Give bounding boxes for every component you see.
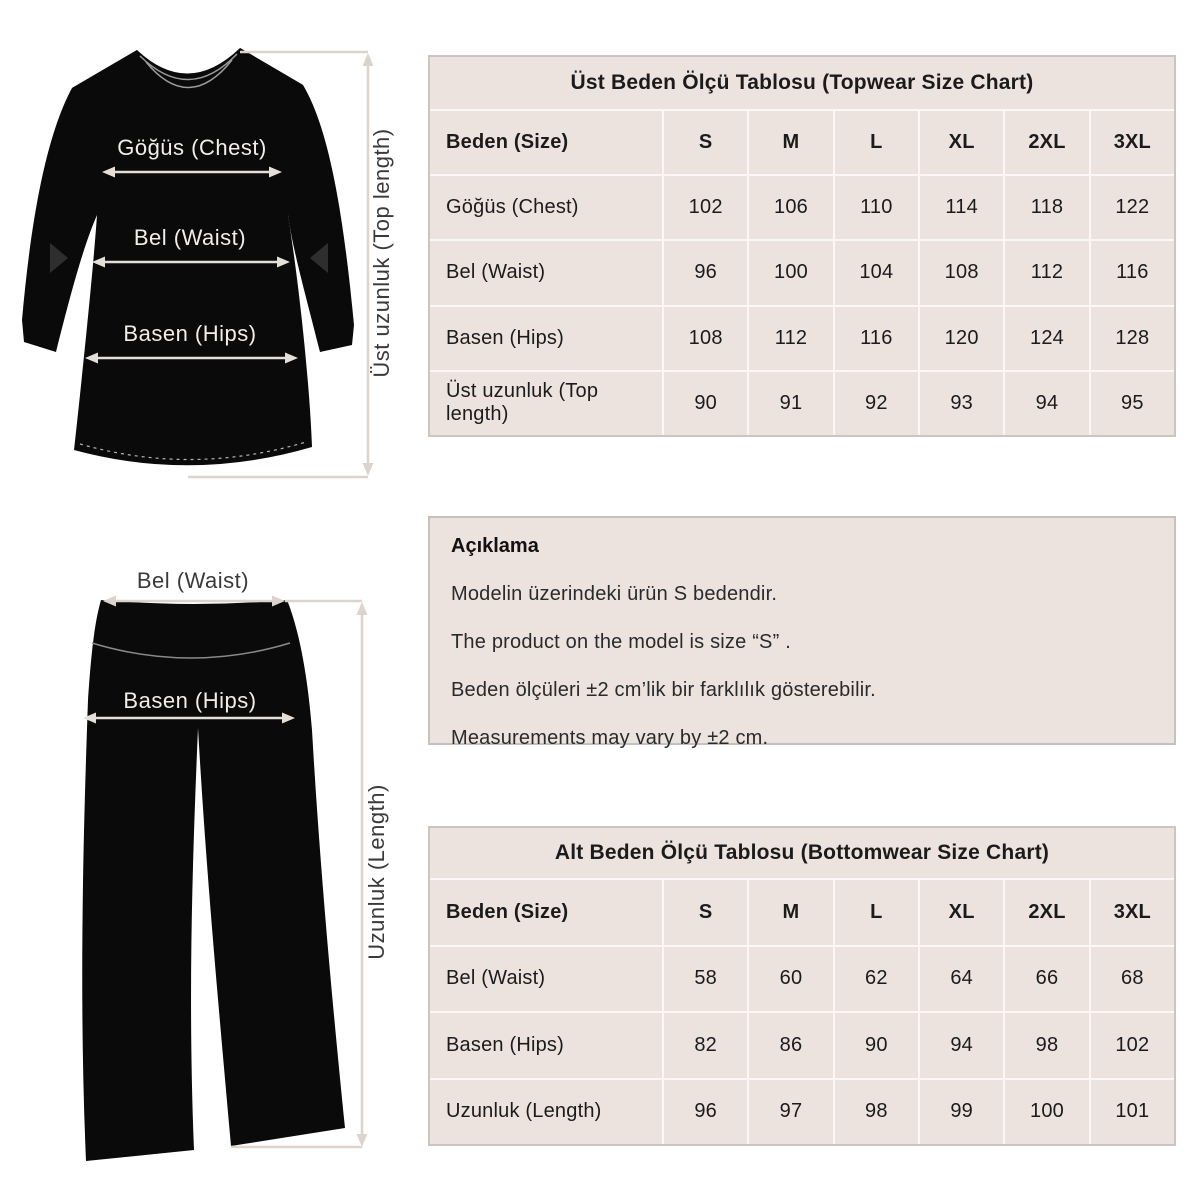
notes-heading: Açıklama xyxy=(451,535,539,557)
value-cell: 92 xyxy=(835,372,918,435)
note-line: Modelin üzerindeki ürün S bedendir. xyxy=(451,583,778,605)
hips-label: Basen (Hips) xyxy=(123,321,257,346)
header-cell: S xyxy=(664,880,747,945)
row-label: Üst uzunluk (Top length) xyxy=(430,372,662,435)
value-cell: 110 xyxy=(835,176,918,239)
value-cell: 98 xyxy=(835,1080,918,1145)
value-cell: 98 xyxy=(1005,1013,1088,1078)
header-cell: S xyxy=(664,111,747,174)
value-cell: 112 xyxy=(749,307,832,370)
value-cell: 100 xyxy=(1005,1080,1088,1145)
value-cell: 104 xyxy=(835,241,918,304)
value-cell: 120 xyxy=(920,307,1003,370)
row-label: Bel (Waist) xyxy=(430,241,662,304)
value-cell: 116 xyxy=(835,307,918,370)
value-cell: 94 xyxy=(920,1013,1003,1078)
header-cell: M xyxy=(749,111,832,174)
waist-label: Bel (Waist) xyxy=(136,568,250,593)
header-cell: 3XL xyxy=(1091,111,1174,174)
value-cell: 118 xyxy=(1005,176,1088,239)
header-cell: M xyxy=(749,880,832,945)
hips-label: Basen (Hips) xyxy=(123,688,257,713)
value-cell: 106 xyxy=(749,176,832,239)
value-cell: 122 xyxy=(1091,176,1174,239)
value-cell: 99 xyxy=(920,1080,1003,1145)
table-title: Üst Beden Ölçü Tablosu (Topwear Size Chart) xyxy=(430,57,1174,109)
header-cell: XL xyxy=(920,880,1003,945)
value-cell: 93 xyxy=(920,372,1003,435)
value-cell: 102 xyxy=(664,176,747,239)
value-cell: 96 xyxy=(664,1080,747,1145)
value-cell: 60 xyxy=(749,947,832,1012)
row-label: Bel (Waist) xyxy=(430,947,662,1012)
header-cell: L xyxy=(835,111,918,174)
value-cell: 124 xyxy=(1005,307,1088,370)
value-cell: 100 xyxy=(749,241,832,304)
header-cell: L xyxy=(835,880,918,945)
value-cell: 108 xyxy=(664,307,747,370)
row-label: Uzunluk (Length) xyxy=(430,1080,662,1145)
value-cell: 90 xyxy=(835,1013,918,1078)
value-cell: 86 xyxy=(749,1013,832,1078)
header-cell: XL xyxy=(920,111,1003,174)
value-cell: 128 xyxy=(1091,307,1174,370)
row-label: Göğüs (Chest) xyxy=(430,176,662,239)
value-cell: 96 xyxy=(664,241,747,304)
value-cell: 101 xyxy=(1091,1080,1174,1145)
value-cell: 108 xyxy=(920,241,1003,304)
topwear-size-table xyxy=(428,55,1176,437)
pants-illustration xyxy=(0,540,420,1180)
value-cell: 58 xyxy=(664,947,747,1012)
note-line: Beden ölçüleri ±2 cm’lik bir farklılık gösterebilir. xyxy=(451,679,876,701)
value-cell: 116 xyxy=(1091,241,1174,304)
tunic-illustration xyxy=(0,30,420,530)
value-cell: 90 xyxy=(664,372,747,435)
waist-label: Bel (Waist) xyxy=(133,225,247,250)
note-line: The product on the model is size “S” . xyxy=(451,631,791,653)
top-length-label: Üst uzunluk (Top length) xyxy=(369,128,394,378)
value-cell: 91 xyxy=(749,372,832,435)
header-cell: Beden (Size) xyxy=(430,111,662,174)
row-label: Basen (Hips) xyxy=(430,1013,662,1078)
pants-body xyxy=(82,600,345,1161)
header-cell: 2XL xyxy=(1005,880,1088,945)
value-cell: 68 xyxy=(1091,947,1174,1012)
header-cell: Beden (Size) xyxy=(430,880,662,945)
value-cell: 114 xyxy=(920,176,1003,239)
value-cell: 82 xyxy=(664,1013,747,1078)
table-title: Alt Beden Ölçü Tablosu (Bottomwear Size Chart) xyxy=(430,828,1174,878)
value-cell: 62 xyxy=(835,947,918,1012)
notes-box xyxy=(428,516,1176,749)
header-cell: 3XL xyxy=(1091,880,1174,945)
note-line: Measurements may vary by ±2 cm. xyxy=(451,727,769,749)
bottomwear-size-table xyxy=(428,826,1176,1146)
row-label: Basen (Hips) xyxy=(430,307,662,370)
value-cell: 97 xyxy=(749,1080,832,1145)
header-cell: 2XL xyxy=(1005,111,1088,174)
value-cell: 112 xyxy=(1005,241,1088,304)
value-cell: 102 xyxy=(1091,1013,1174,1078)
length-label: Uzunluk (Length) xyxy=(364,784,389,960)
chest-label: Göğüs (Chest) xyxy=(117,135,267,160)
value-cell: 66 xyxy=(1005,947,1088,1012)
value-cell: 64 xyxy=(920,947,1003,1012)
value-cell: 95 xyxy=(1091,372,1174,435)
value-cell: 94 xyxy=(1005,372,1088,435)
